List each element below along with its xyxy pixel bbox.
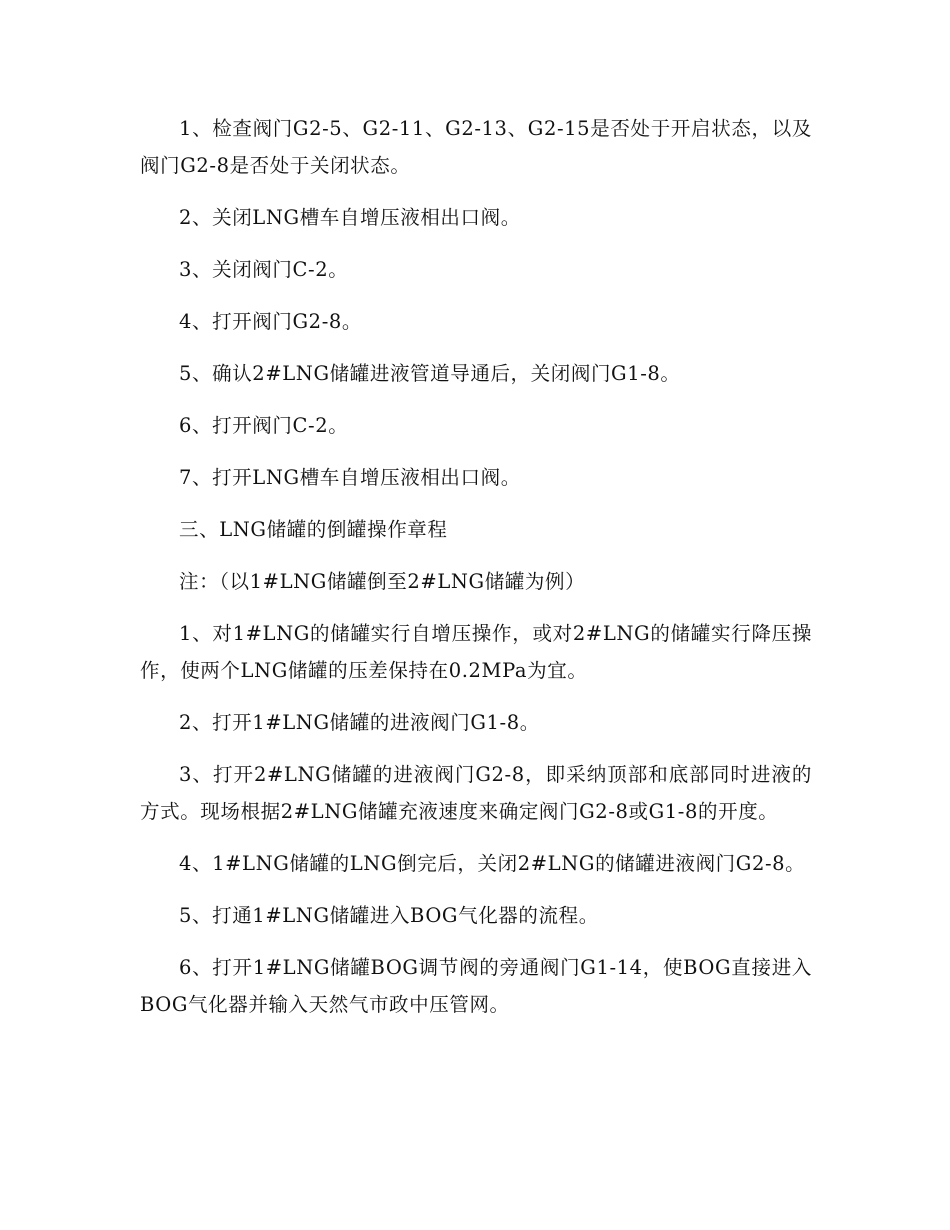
paragraph-4: 4、打开阀门G2-8。 <box>179 310 362 333</box>
paragraph-11: 2、打开1#LNG储罐的进液阀门G1-8。 <box>179 711 540 734</box>
paragraph-14: 5、打通1#LNG储罐进入BOG气化器的流程。 <box>179 904 599 927</box>
paragraph-2: 2、关闭LNG槽车自增压液相出口阀。 <box>179 206 521 229</box>
document-page <box>140 110 812 1038</box>
paragraph-6: 6、打开阀门C-2。 <box>179 414 349 437</box>
paragraph-5: 5、确认2#LNG储罐进液管道导通后，关闭阀门G1-8。 <box>179 362 681 385</box>
paragraph-1: 1、检查阀门G2-5、G2-11、G2-13、G2-15是否处于开启状态，以及阀门G2-8是否处于关闭状态。 <box>140 117 812 177</box>
note-paragraph: 注：（以1#LNG储罐倒至2#LNG储罐为例） <box>179 570 586 593</box>
paragraph-13: 4、1#LNG储罐的LNG倒完后，关闭2#LNG的储罐进液阀门G2-8。 <box>179 852 806 875</box>
paragraph-15: 6、打开1#LNG储罐BOG调节阀的旁通阀门G1-14，使BOG直接进入BOG气化器并输入天然气市政中压管网。 <box>140 956 812 1016</box>
paragraph-10: 1、对1#LNG的储罐实行自增压操作，或对2#LNG的储罐实行降压操作，使两个LNG储罐的压差保持在0.2MPa为宜。 <box>140 622 812 682</box>
section-heading: 三、LNG储罐的倒罐操作章程 <box>179 518 448 541</box>
paragraph-3: 3、关闭阀门C-2。 <box>179 258 349 281</box>
paragraph-7: 7、打开LNG槽车自增压液相出口阀。 <box>179 466 521 489</box>
paragraph-12: 3、打开2#LNG储罐的进液阀门G2-8，即采纳顶部和底部同时进液的方式。现场根据2#LNG储罐充液速度来确定阀门G2-8或G1-8的开度。 <box>140 763 812 823</box>
